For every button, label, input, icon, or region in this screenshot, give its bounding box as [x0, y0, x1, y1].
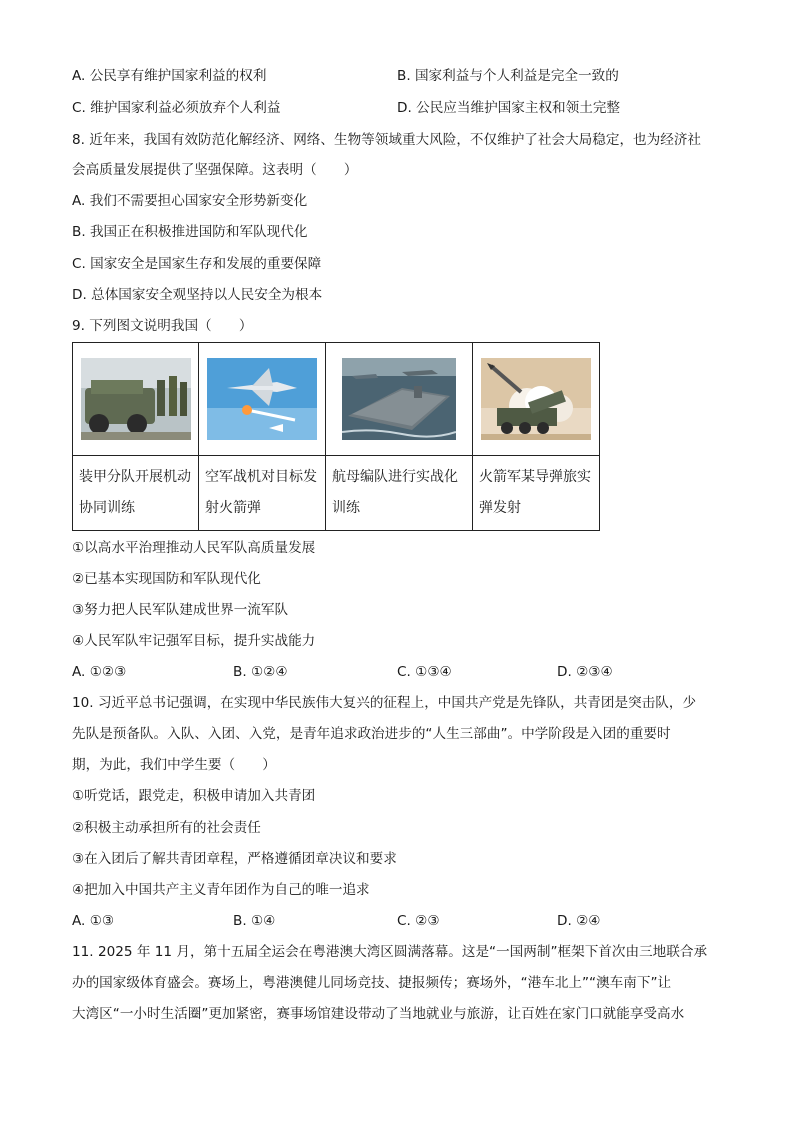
q10-option-a: A. ①③ [72, 913, 115, 929]
q11-line1: 11. 2025 年 11 月，第十五届全运会在粤港澳大湾区圆满落幕。这是“一国两制”框架下首次由三地联合承 [72, 944, 708, 960]
q9-image-cell-3 [326, 343, 473, 456]
rocket-launcher-photo [481, 358, 591, 440]
q9-option-a: A. ①②③ [72, 664, 127, 680]
q9-caption-3: 航母编队进行实战化训练 [326, 456, 473, 531]
q9-statement-1: ①以高水平治理推动人民军队高质量发展 [72, 540, 316, 556]
armored-vehicle-photo [81, 358, 191, 440]
q9-option-c: C. ①③④ [397, 664, 452, 680]
q7-option-a: A. 公民享有维护国家利益的权利 [72, 68, 267, 84]
q10-statement-4: ④把加入中国共产主义青年团作为自己的唯一追求 [72, 882, 370, 898]
q10-stem-line2: 先队是预备队。入队、入团、入党，是青年追求政治进步的“人生三部曲”。中学阶段是入团的重要时 [72, 726, 671, 742]
q8-option-b: B. 我国正在积极推进国防和军队现代化 [72, 224, 308, 240]
q9-image-cell-1 [73, 343, 199, 456]
aircraft-carrier-photo [342, 358, 456, 440]
q9-image-table [72, 342, 600, 531]
q7-option-c: C. 维护国家利益必须放弃个人利益 [72, 100, 281, 116]
q10-statement-3: ③在入团后了解共青团章程，严格遵循团章决议和要求 [72, 851, 397, 867]
q10-stem-line1: 10. 习近平总书记强调，在实现中华民族伟大复兴的征程上，中国共产党是先锋队，共青团是突击队，少 [72, 695, 697, 711]
q10-statement-2: ②积极主动承担所有的社会责任 [72, 820, 261, 836]
q9-stem: 9. 下列图文说明我国（ ） [72, 318, 253, 334]
q9-option-b: B. ①②④ [233, 664, 288, 680]
q10-stem-line3: 期，为此，我们中学生要（ ） [72, 757, 276, 773]
q11-line3: 大湾区“一小时生活圈”更加紧密，赛事场馆建设带动了当地就业与旅游，让百姓在家门口就能享受高水 [72, 1006, 685, 1022]
q8-option-c: C. 国家安全是国家生存和发展的重要保障 [72, 256, 322, 272]
q9-image-cell-4 [473, 343, 600, 456]
q9-caption-4: 火箭军某导弹旅实弹发射 [473, 456, 600, 531]
q9-caption-2: 空军战机对目标发射火箭弹 [199, 456, 326, 531]
q7-option-d: D. 公民应当维护国家主权和领土完整 [397, 100, 621, 116]
q9-image-cell-2 [199, 343, 326, 456]
q10-option-d: D. ②④ [557, 913, 601, 929]
q9-caption-1: 装甲分队开展机动协同训练 [73, 456, 199, 531]
q8-option-a: A. 我们不需要担心国家安全形势新变化 [72, 193, 308, 209]
q11-line2: 办的国家级体育盛会。赛场上，粤港澳健儿同场竞技、捷报频传；赛场外，“港车北上”“澳车南下”让 [72, 975, 672, 991]
q9-statement-2: ②已基本实现国防和军队现代化 [72, 571, 261, 587]
q10-option-b: B. ①④ [233, 913, 276, 929]
q9-statement-4: ④人民军队牢记强军目标，提升实战能力 [72, 633, 316, 649]
q9-statement-3: ③努力把人民军队建成世界一流军队 [72, 602, 289, 618]
q10-option-c: C. ②③ [397, 913, 440, 929]
q9-option-d: D. ②③④ [557, 664, 613, 680]
q7-option-b: B. 国家利益与个人利益是完全一致的 [397, 68, 619, 84]
q8-option-d: D. 总体国家安全观坚持以人民安全为根本 [72, 287, 323, 303]
q10-statement-1: ①听党话，跟党走，积极申请加入共青团 [72, 788, 316, 804]
q8-stem-line1: 8. 近年来，我国有效防范化解经济、网络、生物等领域重大风险，不仅维护了社会大局稳定，也为经济社 [72, 132, 702, 148]
fighter-jet-photo [207, 358, 317, 440]
q8-stem-line2: 会高质量发展提供了坚强保障。这表明（ ） [72, 162, 358, 178]
